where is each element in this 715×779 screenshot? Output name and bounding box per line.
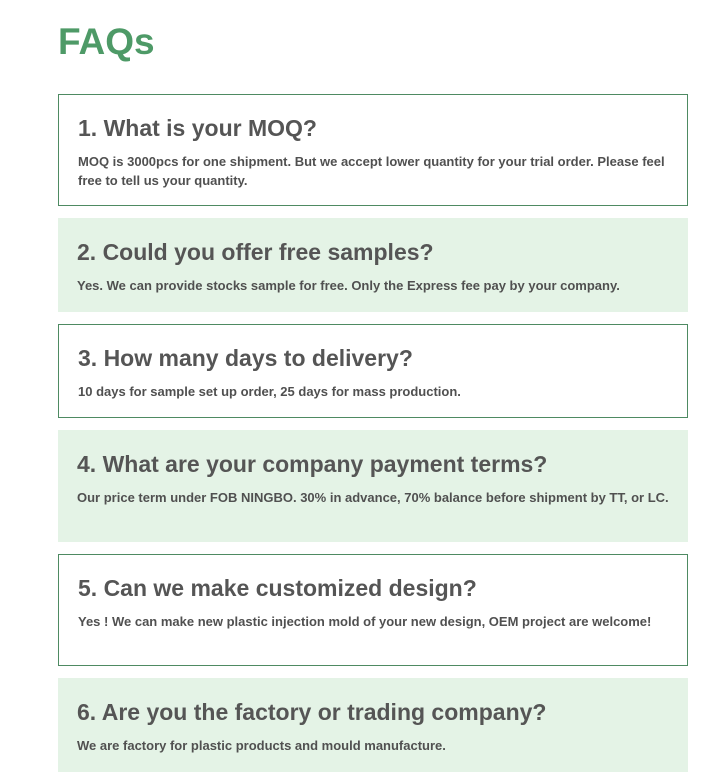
faq-item-payment-terms <box>58 430 688 542</box>
faq-answer: 10 days for sample set up order, 25 days for mass production. <box>78 384 461 399</box>
faq-question: 4. What are your company payment terms? <box>77 451 548 477</box>
faq-question: 1. What is your MOQ? <box>78 115 317 141</box>
faq-answer: Yes ! We can make new plastic injection mold of your new design, OEM project are welcome! <box>78 614 652 629</box>
faq-answer: We are factory for plastic products and mould manufacture. <box>77 738 446 753</box>
faq-question: 6. Are you the factory or trading company? <box>77 699 547 725</box>
faq-item-moq <box>58 94 688 206</box>
faq-question: 3. How many days to delivery? <box>78 345 413 371</box>
faq-item-customized-design <box>58 554 688 666</box>
faq-question: 5. Can we make customized design? <box>78 575 477 601</box>
faq-answer: MOQ is 3000pcs for one shipment. But we accept lower quantity for your trial order. Please feel free to tell us your quantity. <box>78 154 665 188</box>
faq-answer: Yes. We can provide stocks sample for free. Only the Express fee pay by your company. <box>77 278 620 293</box>
faq-item-delivery <box>58 324 688 418</box>
faq-item-free-samples <box>58 218 688 312</box>
faq-question: 2. Could you offer free samples? <box>77 239 434 265</box>
faq-answer: Our price term under FOB NINGBO. 30% in advance, 70% balance before shipment by TT, or LC. <box>77 490 669 505</box>
page-title: FAQs <box>58 21 155 62</box>
faq-list <box>58 94 688 779</box>
faq-item-factory-or-trading <box>58 678 688 772</box>
